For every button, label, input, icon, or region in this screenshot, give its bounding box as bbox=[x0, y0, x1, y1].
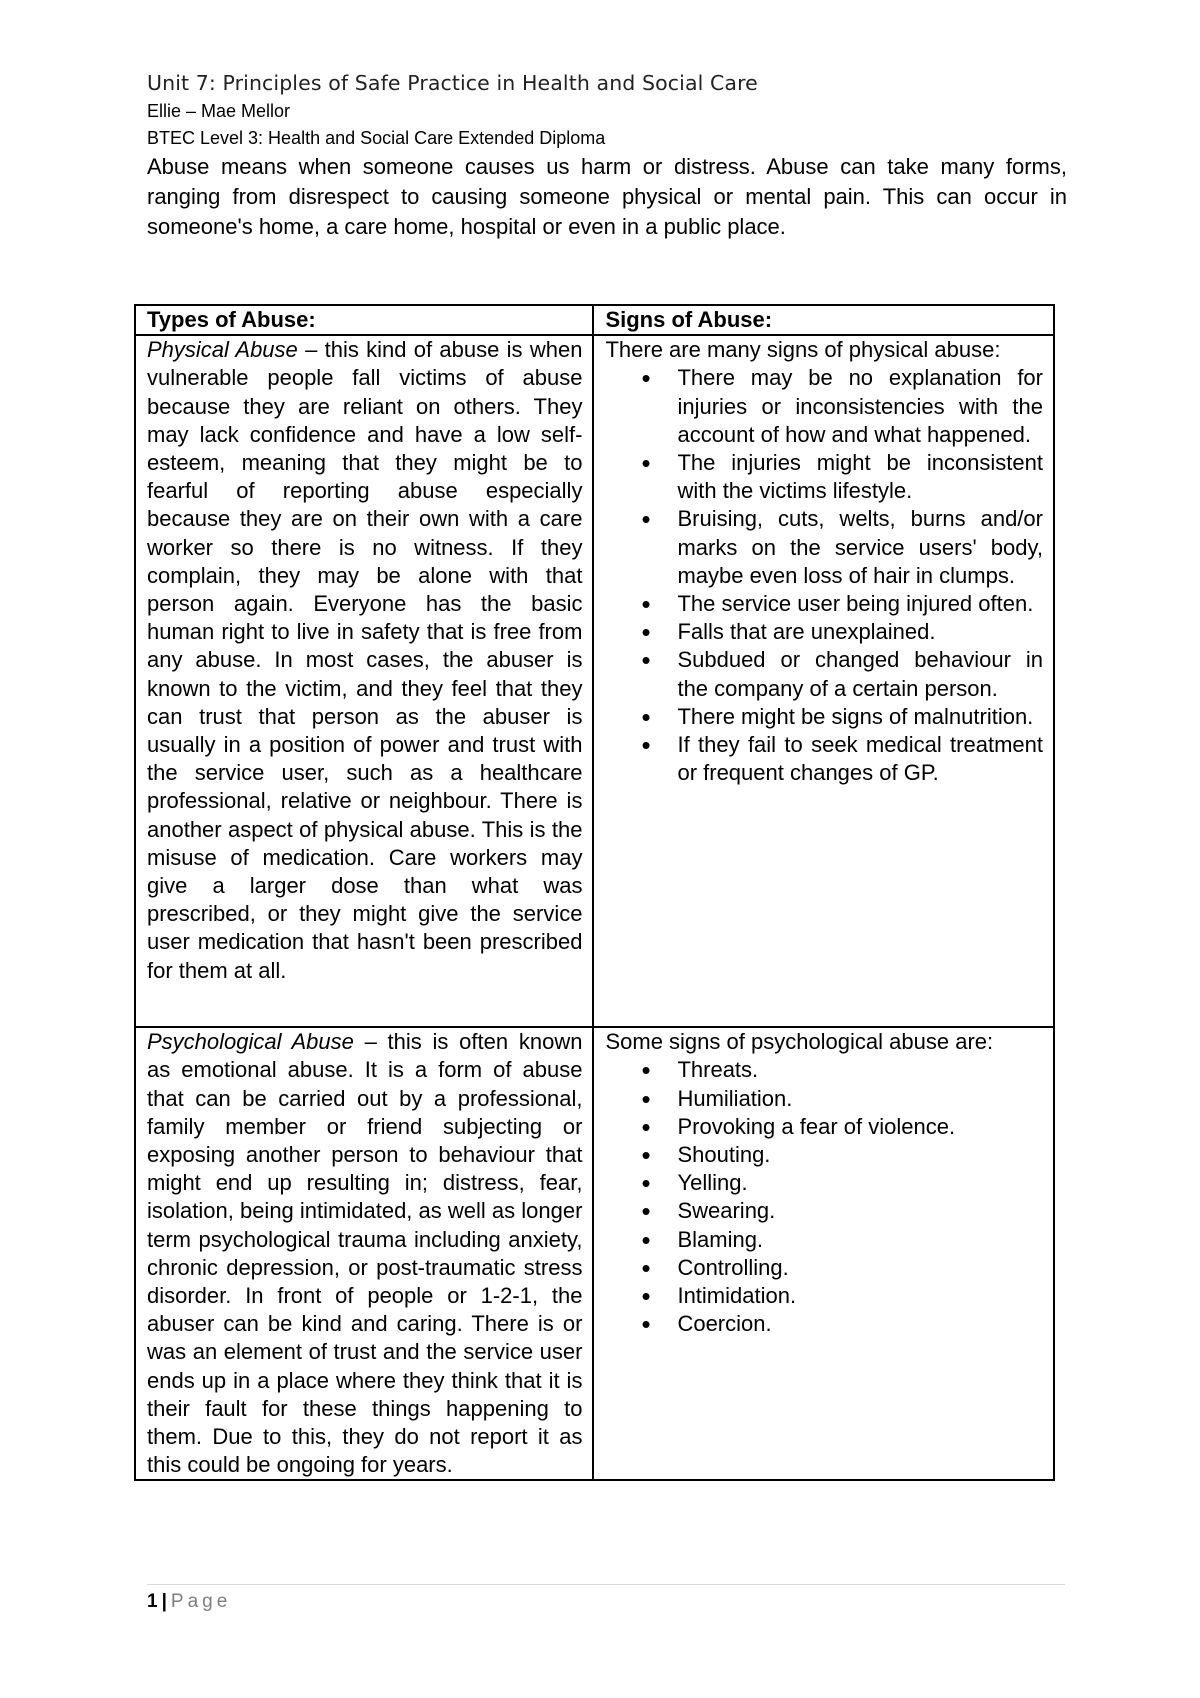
signs-intro: Some signs of psychological abuse are: bbox=[605, 1029, 994, 1055]
signs-intro: There are many signs of physical abuse: bbox=[605, 337, 1001, 363]
header-signs-of-abuse: Signs of Abuse: bbox=[593, 305, 1054, 335]
document-header bbox=[147, 68, 1067, 152]
abuse-type-description: – this kind of abuse is when vulnerable people fall victims of abuse because they are reliant on others. They may lack confidence and have a low self-esteem, meaning that they might be to fearful of reporting abuse especially because they are on their own with a care worker so there is no witness. If they complain, they may be alone with that person again. Everyone has the basic human right to live in safety that is free from any abuse. In most cases, the abuser is known to the victim, and they feel that they can trust that person as the abuser is usually in a position of power and trust with the service user, such as a healthcare professional, relative or neighbour. There is another aspect of physical abuse. This is the misuse of medication. Care workers may give a larger dose than what was prescribed, or they might give the service user medication that hasn't been prescribed for them at all. bbox=[147, 337, 583, 983]
list-item: • Threats. bbox=[677, 1056, 1043, 1084]
list-item: • Subdued or changed behaviour in the company of a certain person. bbox=[677, 646, 1043, 702]
author-name: Ellie – Mae Mellor bbox=[147, 101, 291, 121]
table-header-row bbox=[135, 305, 1054, 335]
psychological-abuse-cell bbox=[135, 1027, 593, 1480]
footer-separator: | bbox=[161, 1591, 167, 1612]
table-row bbox=[135, 335, 1054, 1027]
unit-title: Unit 7: Principles of Safe Practice in Health and Social Care bbox=[147, 71, 758, 95]
list-item: • The injuries might be inconsistent with the victims lifestyle. bbox=[677, 449, 1043, 505]
list-item: • Yelling. bbox=[677, 1169, 1043, 1197]
list-item: • There may be no explanation for injuries or inconsistencies with the account of how and what happened. bbox=[677, 364, 1043, 449]
list-item: • Coercion. bbox=[677, 1310, 1043, 1338]
list-item: • Provoking a fear of violence. bbox=[677, 1113, 1043, 1141]
physical-abuse-cell bbox=[135, 335, 593, 1027]
intro-paragraph: Abuse means when someone causes us harm or distress. Abuse can take many forms, ranging from disrespect to causing someone physical or mental pain. This can occur in someone's home, a care home, hospital or even in a public place. bbox=[147, 154, 1067, 239]
abuse-table bbox=[134, 304, 1055, 1481]
header-types-of-abuse: Types of Abuse: bbox=[135, 305, 593, 335]
list-item: • If they fail to seek medical treatment or frequent changes of GP. bbox=[677, 731, 1043, 787]
list-item: • Blaming. bbox=[677, 1226, 1043, 1254]
course-title: BTEC Level 3: Health and Social Care Extended Diploma bbox=[147, 128, 606, 148]
list-item: • Falls that are unexplained. bbox=[677, 618, 1043, 646]
list-item: • There might be signs of malnutrition. bbox=[677, 703, 1043, 731]
list-item: • Shouting. bbox=[677, 1141, 1043, 1169]
table-row bbox=[135, 1027, 1054, 1480]
list-item: • Swearing. bbox=[677, 1197, 1043, 1225]
list-item: • Intimidation. bbox=[677, 1282, 1043, 1310]
physical-signs-cell bbox=[593, 335, 1054, 1027]
list-item: • Humiliation. bbox=[677, 1085, 1043, 1113]
list-item: • The service user being injured often. bbox=[677, 590, 1043, 618]
abuse-type-description: – this is often known as emotional abuse. It is a form of abuse that can be carried out by a professional, family member or friend subjecting or exposing another person to behaviour that might end up resulting in; distress, fear, isolation, being intimidated, as well as longer term psychological trauma including anxiety, chronic depression, or post-traumatic stress disorder. In front of people or 1-2-1, the abuser can be kind and caring. There is or was an element of trust and the service user ends up in a place where they think that it is their fault for these things happening to them. Due to this, they do not report it as this could be ongoing for years. bbox=[147, 1029, 583, 1478]
abuse-type-term: Physical Abuse bbox=[147, 337, 298, 363]
page-number: 1 bbox=[147, 1591, 158, 1612]
abuse-type-term: Psychological Abuse bbox=[147, 1029, 354, 1055]
signs-list bbox=[605, 364, 1043, 787]
signs-list bbox=[605, 1056, 1043, 1338]
psychological-signs-cell bbox=[593, 1027, 1054, 1480]
footer-divider bbox=[147, 1584, 1065, 1585]
page-label: Page bbox=[170, 1591, 232, 1612]
page-footer bbox=[147, 1590, 231, 1614]
list-item: • Bruising, cuts, welts, burns and/or marks on the service users' body, maybe even loss of hair in clumps. bbox=[677, 505, 1043, 590]
list-item: • Controlling. bbox=[677, 1254, 1043, 1282]
